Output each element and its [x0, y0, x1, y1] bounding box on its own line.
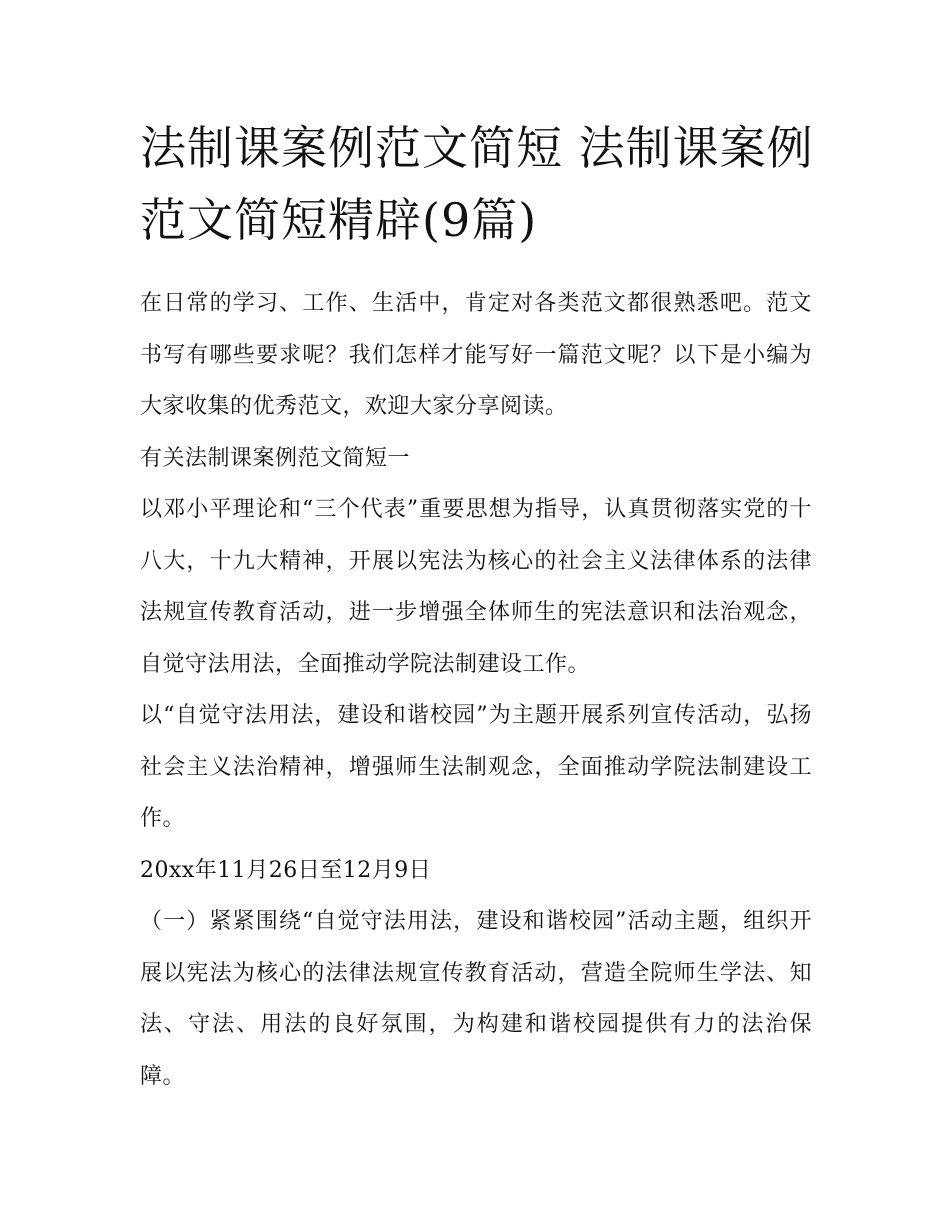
theme-paragraph: 以“自觉守法用法，建设和谐校园”为主题开展系列宣传活动，弘扬社会主义法治精神，增强师生法制观念，全面推动学院法制建设工作。: [140, 703, 812, 831]
date-paragraph: 20xx年11月26日至12月9日: [140, 857, 432, 883]
guiding-ideology-paragraph: 以邓小平理论和“三个代表”重要思想为指导，认真贯彻落实党的十八大，十九大精神，开展以宪法为核心的社会主义法律体系的法律法规宣传教育活动，进一步增强全体师生的宪法意识和法治观念，自觉守法用法，全面推动学院法制建设工作。: [140, 497, 812, 677]
intro-paragraph: 在日常的学习、工作、生活中，肯定对各类范文都很熟悉吧。范文书写有哪些要求呢？我们怎样才能写好一篇范文呢？以下是小编为大家收集的优秀范文，欢迎大家分享阅读。: [140, 291, 812, 419]
activity-paragraph: （一）紧紧围绕“自觉守法用法，建设和谐校园”活动主题，组织开展以宪法为核心的法律法规宣传教育活动，营造全院师生学法、知法、守法、用法的良好氛围，为构建和谐校园提供有力的法治保障。: [140, 909, 812, 1089]
section-heading: 有关法制课案例范文简短一: [140, 445, 411, 471]
document-title: 法制课案例范文简短 法制课案例范文简短精辟(9篇): [140, 121, 814, 247]
document-body: [140, 278, 812, 1102]
